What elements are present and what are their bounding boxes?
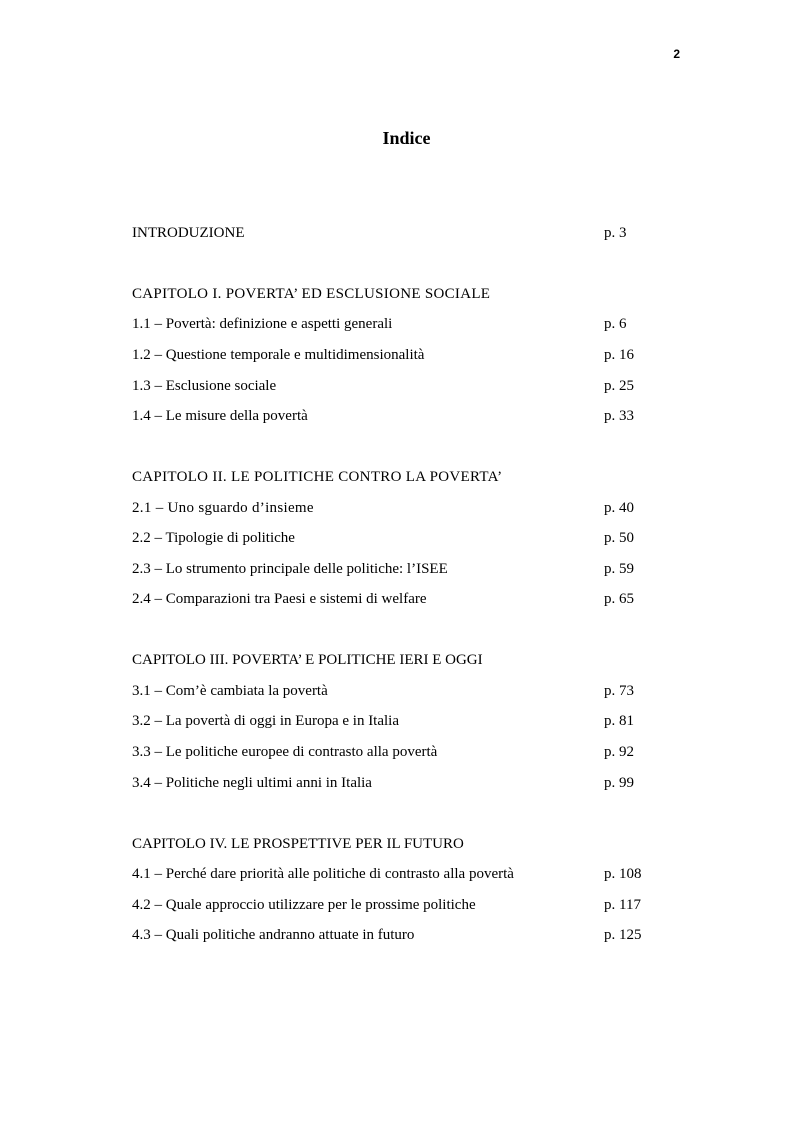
toc-entry-label: 2.4 – Comparazioni tra Paesi e sistemi di welfare	[132, 591, 427, 607]
toc-entry-4-1[interactable]	[132, 862, 672, 886]
toc-entry-2-3[interactable]	[132, 557, 672, 581]
toc-entry-page: p. 25	[604, 378, 634, 394]
toc-entry-2-4[interactable]	[132, 587, 672, 611]
toc-entry-1-2[interactable]	[132, 343, 672, 367]
chapter-heading-2[interactable]: CAPITOLO II. LE POLITICHE CONTRO LA POVERTA’	[132, 469, 503, 485]
toc-entry-1-4[interactable]	[132, 404, 672, 428]
toc-entry-1-3[interactable]	[132, 374, 672, 398]
toc-entry-label: 3.2 – La povertà di oggi in Europa e in Italia	[132, 713, 400, 729]
toc-entry-page: p. 117	[604, 897, 641, 913]
toc-entry-page: p. 3	[604, 225, 627, 241]
toc-entry-page: p. 40	[604, 500, 634, 516]
toc-entry-page: p. 65	[604, 591, 634, 607]
toc-entry-3-4[interactable]	[132, 771, 672, 795]
toc-entry-page: p. 92	[604, 744, 634, 760]
toc-entry-page: p. 16	[604, 347, 634, 363]
toc-entry-label: 1.3 – Esclusione sociale	[132, 378, 277, 394]
chapter-heading-1[interactable]: CAPITOLO I. POVERTA’ ED ESCLUSIONE SOCIALE	[132, 286, 491, 302]
toc-entry-introduction[interactable]	[132, 221, 672, 245]
page-title: Indice	[382, 128, 431, 148]
page-number: 2	[673, 47, 680, 61]
toc-entry-3-2[interactable]	[132, 709, 672, 733]
toc-entry-page: p. 6	[604, 316, 627, 332]
toc-entry-page: p. 59	[604, 561, 634, 577]
toc-entry-label: 2.3 – Lo strumento principale delle politiche: l’ISEE	[132, 561, 448, 577]
toc-entry-label: 4.2 – Quale approccio utilizzare per le prossime politiche	[132, 897, 476, 913]
toc-entry-3-3[interactable]	[132, 740, 672, 764]
toc-entry-page: p. 73	[604, 683, 634, 699]
toc-entry-label: 1.2 – Questione temporale e multidimensionalità	[132, 347, 425, 363]
toc-entry-4-2[interactable]	[132, 893, 672, 917]
toc-entry-label: 4.3 – Quali politiche andranno attuate in futuro	[132, 927, 415, 943]
toc-entry-label: 3.4 – Politiche negli ultimi anni in Italia	[132, 775, 372, 791]
toc-entry-1-1[interactable]	[132, 312, 672, 336]
toc-entry-page: p. 33	[604, 408, 634, 424]
toc-entry-2-2[interactable]	[132, 526, 672, 550]
toc-entry-page: p. 125	[604, 927, 642, 943]
toc-entry-label: 3.3 – Le politiche europee di contrasto alla povertà	[132, 744, 438, 760]
chapter-heading-4[interactable]: CAPITOLO IV. LE PROSPETTIVE PER IL FUTURO	[132, 836, 464, 852]
toc-entry-label: 3.1 – Com’è cambiata la povertà	[132, 683, 328, 699]
toc-entry-page: p. 99	[604, 775, 634, 791]
toc-entry-4-3[interactable]	[132, 923, 672, 947]
toc-entry-label: 2.2 – Tipologie di politiche	[132, 530, 295, 546]
toc-entry-page: p. 108	[604, 866, 642, 882]
toc-entry-2-1[interactable]	[132, 496, 672, 520]
chapter-heading-3[interactable]: CAPITOLO III. POVERTA’ E POLITICHE IERI E OGGI	[132, 652, 483, 668]
toc-entry-page: p. 50	[604, 530, 634, 546]
toc-entry-label: INTRODUZIONE	[132, 225, 245, 241]
toc-entry-page: p. 81	[604, 713, 634, 729]
toc-entry-label: 1.1 – Povertà: definizione e aspetti generali	[132, 316, 393, 332]
toc-entry-label: 4.1 – Perché dare priorità alle politiche di contrasto alla povertà	[132, 866, 514, 882]
toc-entry-label: 2.1 – Uno sguardo d’insieme	[132, 500, 314, 516]
toc-entry-label: 1.4 – Le misure della povertà	[132, 408, 308, 424]
toc-entry-3-1[interactable]	[132, 679, 672, 703]
